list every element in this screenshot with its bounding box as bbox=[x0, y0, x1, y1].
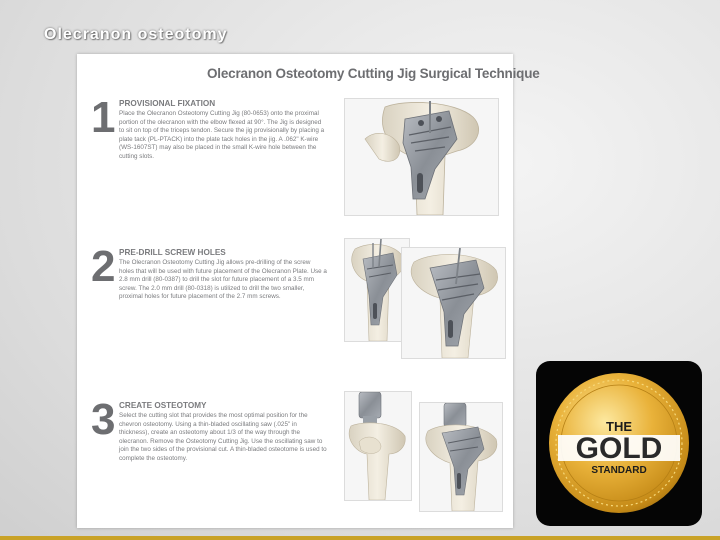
step-heading: CREATE OSTEOTOMY bbox=[119, 401, 207, 410]
slide-title: Olecranon osteotomy bbox=[44, 26, 228, 43]
step-text: Place the Olecranon Osteotomy Cutting Jig (80-0653) onto the proximal portion of the olecranon with the elbow flexed at 90°. The Jig is designed to sit on top of the triceps tendon. Secure the jig provisionally by placing a plate tack (PL-PTACK) into the plate tack holes in the jig. A .062" K-wire (WS-1607ST) may also be placed in the small K-wire hole between the cutting slots. bbox=[119, 110, 325, 160]
step-3-illustration-b bbox=[419, 402, 503, 512]
step-heading: PROVISIONAL FIXATION bbox=[119, 99, 216, 108]
seal-line-1: THE bbox=[606, 419, 632, 434]
accent-bar bbox=[0, 536, 720, 540]
step-number: 3 bbox=[91, 395, 116, 444]
step-1-illustration bbox=[344, 98, 499, 216]
step-heading: PRE-DRILL SCREW HOLES bbox=[119, 248, 226, 257]
seal-line-3: STANDARD bbox=[591, 465, 647, 476]
document-title: Olecranon Osteotomy Cutting Jig Surgical Technique bbox=[207, 66, 540, 81]
step-text: Select the cutting slot that provides the most optimal position for the chevron osteotomy. Using a thin-bladed oscillating saw (.025" in thickness), create an osteotomy about 1/3 of the way through the olecranon. Remove the Osteotomy Cutting Jig. Use the oscillating saw to join the two sides of the provisional cut. A thin-bladed osteotome is used to complete the osteotomy. bbox=[119, 412, 327, 462]
step-3-illustration-a bbox=[344, 391, 412, 501]
step-number: 1 bbox=[91, 93, 116, 142]
gold-standard-seal bbox=[536, 361, 702, 526]
step-number: 2 bbox=[91, 242, 116, 291]
seal-line-2: GOLD bbox=[575, 432, 663, 465]
technique-document bbox=[77, 54, 540, 528]
step-text: The Olecranon Osteotomy Cutting Jig allows pre-drilling of the screw holes that will be used with future placement of the Olecranon Plate. Use a 2.8 mm drill (80-0387) to drill the slot for future placement of a 3.5 mm screw. The 2.0 mm drill (80-0318) is utilized to drill the two smaller, proximal holes for future placement of the 2.7 mm screws. bbox=[119, 259, 327, 301]
step-2-illustration-b bbox=[401, 247, 506, 359]
